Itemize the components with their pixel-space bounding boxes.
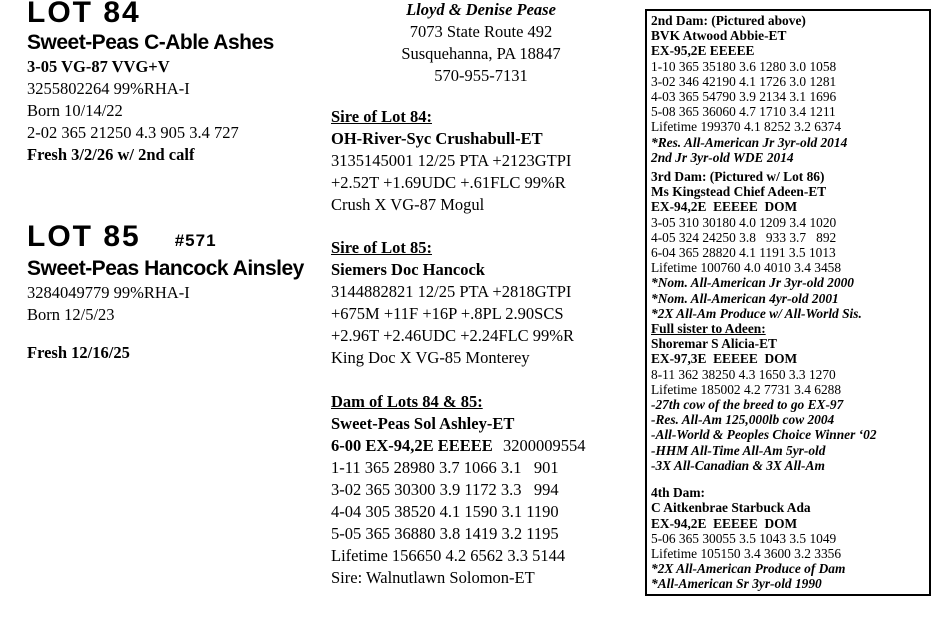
- dam3-heading: 3rd Dam: (Pictured w/ Lot 86): [651, 169, 825, 185]
- sister-award: -All-World & Peoples Choice Winner ‘02: [651, 427, 877, 443]
- lot85-birthdate: Born 12/5/23: [27, 305, 115, 324]
- dam3-award: *Nom. All-American 4yr-old 2001: [651, 290, 839, 306]
- sire85-block: [331, 237, 641, 369]
- sister-record: 8-11 362 38250 4.3 1650 3.3 1270: [651, 366, 836, 382]
- sire84-heading: Sire of Lot 84:: [331, 107, 432, 126]
- lot84-birthdate: Born 10/14/22: [27, 101, 123, 120]
- owner-city: Susquehanna, PA 18847: [401, 44, 561, 63]
- dam3-record: Lifetime 100760 4.0 4010 3.4 3458: [651, 260, 842, 276]
- sire85-line: +675M +11F +16P +.8PL 2.90SCS: [331, 304, 564, 323]
- dam2-award: 2nd Jr 3yr-old WDE 2014: [651, 149, 794, 165]
- dam2-record: 4-03 365 54790 3.9 2134 3.1 1696: [651, 89, 837, 105]
- lot85-registration: 3284049779 99%RHA-I: [27, 283, 190, 302]
- dam3-record: 3-05 310 30180 4.0 1209 3.4 1020: [651, 214, 837, 230]
- sister-name: Shoremar S Alicia-ET: [651, 336, 777, 352]
- dam3-section: [651, 169, 925, 321]
- dam-heading: Dam of Lots 84 & 85:: [331, 392, 483, 411]
- dam4-heading: 4th Dam:: [651, 485, 705, 501]
- sire84-line: Crush X VG-87 Mogul: [331, 195, 485, 214]
- lot84-title: LOT 84: [27, 0, 141, 29]
- sire84-name: OH-River-Syc Crushabull-ET: [331, 129, 543, 148]
- dam-block: [331, 391, 641, 589]
- dam3-classification: EX-94,2E EEEEE DOM: [651, 199, 798, 215]
- dam4-award: *All-American Sr 3yr-old 1990: [651, 576, 822, 592]
- sire84-block: [331, 106, 641, 216]
- lot84-registration: 3255802264 99%RHA-I: [27, 79, 190, 98]
- dam-class-line: [331, 435, 641, 457]
- dam4-record: Lifetime 105150 3.4 3600 3.2 3356: [651, 545, 842, 561]
- dam-registration: 3200009554: [502, 436, 586, 455]
- sister-award: -HHM All-Time All-Am 5yr-old: [651, 442, 826, 458]
- dam4-record: 5-06 365 30055 3.5 1043 3.5 1049: [651, 530, 837, 546]
- sire85-heading: Sire of Lot 85:: [331, 238, 432, 257]
- lot85-fresh-date: Fresh 12/16/25: [27, 343, 130, 362]
- dam2-record: Lifetime 199370 4.1 8252 3.2 6374: [651, 119, 842, 135]
- dam-sire: Sire: Walnutlawn Solomon-ET: [331, 568, 535, 587]
- dam4-award: *2X All-American Produce of Dam: [651, 561, 846, 577]
- lot85-section: [27, 222, 327, 364]
- lot84-record: 2-02 365 21250 4.3 905 3.4 727: [27, 123, 239, 142]
- dam2-section: [651, 13, 925, 165]
- sister-section: [651, 321, 925, 473]
- dam-classification: 6-00 EX-94,2E EEEEE: [331, 436, 493, 455]
- sister-award: -Res. All-Am 125,000lb cow 2004: [651, 412, 835, 428]
- dam3-award: *2X All-Am Produce w/ All-World Sis.: [651, 305, 862, 321]
- dam4-section: [651, 485, 925, 591]
- lot84-classification: 3-05 VG-87 VVG+V: [27, 57, 170, 76]
- dam3-record: 6-04 365 28820 4.1 1191 3.5 1013: [651, 245, 836, 261]
- dam2-heading: 2nd Dam: (Pictured above): [651, 13, 806, 28]
- sire84-line: 3135145001 12/25 PTA +2123GTPI: [331, 151, 572, 170]
- owner-phone: 570-955-7131: [434, 66, 528, 85]
- dam-record: 4-04 305 38520 4.1 1590 3.1 1190: [331, 502, 559, 521]
- dam3-name: Ms Kingstead Chief Adeen-ET: [651, 184, 827, 200]
- lot85-title: LOT 85: [27, 220, 141, 253]
- dam2-name: BVK Atwood Abbie-ET: [651, 28, 787, 44]
- owner-address: 7073 State Route 492: [409, 22, 553, 41]
- sister-award: -3X All-Canadian & 3X All-Am: [651, 457, 825, 473]
- sister-classification: EX-97,3E EEEEE DOM: [651, 351, 798, 367]
- sire84-line: +2.52T +1.69UDC +.61FLC 99%R: [331, 173, 566, 192]
- owner-block: [331, 0, 631, 87]
- dam2-award: *Res. All-American Jr 3yr-old 2014: [651, 134, 848, 150]
- dam-record: Lifetime 156650 4.2 6562 3.3 5144: [331, 546, 566, 565]
- lot84-fresh-date: Fresh 3/2/26 w/ 2nd calf: [27, 145, 195, 164]
- sire85-name: Siemers Doc Hancock: [331, 260, 485, 279]
- sire85-line: 3144882821 12/25 PTA +2818GTPI: [331, 282, 572, 301]
- dam3-record: 4-05 324 24250 3.8 933 3.7 892: [651, 229, 837, 245]
- dam2-record: 3-02 346 42190 4.1 1726 3.0 1281: [651, 73, 837, 89]
- sire85-line: +2.96T +2.46UDC +2.24FLC 99%R: [331, 326, 575, 345]
- dam4-name: C Aitkenbrae Starbuck Ada: [651, 500, 811, 516]
- dam-name: Sweet-Peas Sol Ashley-ET: [331, 414, 515, 433]
- sister-heading: Full sister to Adeen:: [651, 321, 766, 337]
- dam-record: 3-02 365 30300 3.9 1172 3.3 994: [331, 480, 559, 499]
- lot84-section: [27, 0, 327, 166]
- sire85-line: King Doc X VG-85 Monterey: [331, 348, 530, 367]
- dam-record: 5-05 365 36880 3.8 1419 3.2 1195: [331, 524, 559, 543]
- dam4-classification: EX-94,2E EEEEE DOM: [651, 515, 798, 531]
- lot84-cow-name: Sweet-Peas C-Able Ashes: [27, 31, 274, 54]
- pedigree-box: [645, 9, 931, 596]
- sister-record: Lifetime 185002 4.2 7731 3.4 6288: [651, 381, 842, 397]
- sister-award: -27th cow of the breed to go EX-97: [651, 397, 844, 413]
- dam3-award: *Nom. All-American Jr 3yr-old 2000: [651, 275, 854, 291]
- dam2-record: 5-08 365 36060 4.7 1710 3.4 1211: [651, 104, 836, 120]
- lot85-number: #571: [174, 231, 217, 250]
- dam2-classification: EX-95,2E EEEEE: [651, 43, 755, 59]
- dam-record: 1-11 365 28980 3.7 1066 3.1 901: [331, 458, 559, 477]
- owner-names: Lloyd & Denise Pease: [406, 0, 556, 19]
- dam2-record: 1-10 365 35180 3.6 1280 3.0 1058: [651, 58, 837, 74]
- lot85-cow-name: Sweet-Peas Hancock Ainsley: [27, 257, 304, 280]
